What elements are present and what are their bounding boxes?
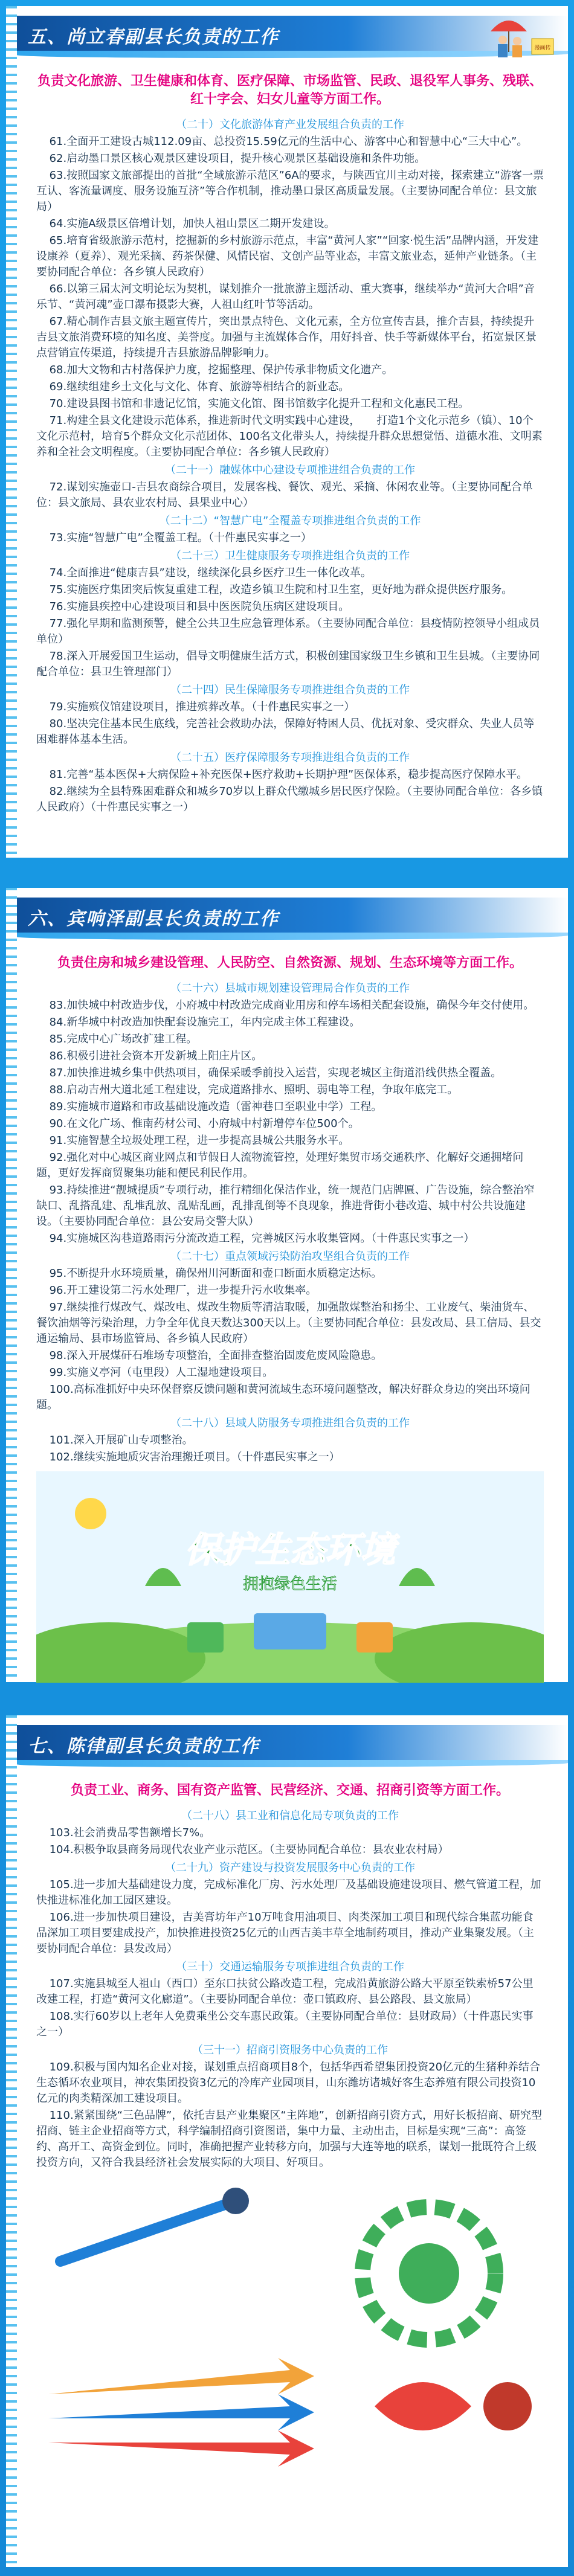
task-item: 71.构建全县文化建设示范体系，推进新时代文明实践中心建设， 打造1个文化示范乡（镇）、10个文化示范村，培育5个群众文化示范团体、100名文化带头人，持续提升群众思想觉悟、道德水准、文明素养和全社会文明程度。（主要协同配合单位：各乡镇人民政府） bbox=[36, 414, 543, 458]
recycling-bin-icon bbox=[254, 1613, 326, 1649]
task-item: 109.积极与国内知名企业对接，谋划重点招商项目8个，包括华西希望集团投资20亿元的生猪种养结合生态循环农业项目，神农集团投资3亿元的冷库产业园项目，山东潍坊诸城好客生态养殖有限公司投资10亿元的肉类精深加工建设项目。 bbox=[36, 2061, 541, 2105]
task-item: 106.进一步加快项目建设，吉美膏坊年产10万吨食用油项目、肉类深加工项目和现代综合集蓝功能食品深加工项目要建成投产，加快推进投资25亿元的山西吉美丰草全地制药项目，推动产业集聚发展。（主要协同配合单位：县发改局） bbox=[36, 1911, 534, 1955]
task-item: 77.强化早期和监测预警，健全公共卫生应急管理体系。（主要协同配合单位：县疫情防控领导小组成员单位） bbox=[36, 617, 540, 646]
subsection-title: （二十九）资产建设与投资发展服务中心负责的工作 bbox=[165, 1861, 415, 1874]
eco-banner bbox=[36, 1471, 544, 1683]
task-item: 93.持续推进“靓城提质”专项行动，推行精细化保洁作业，统一规范门店牌匾、广告设施，综合整治窄缺口、乱搭乱建、乱堆乱放、乱贴乱画，乱排乱倒等不良现象，推进背街小巷改造、城中村公共设施建设。（主要协同配合单位：县公安局交警大队） bbox=[36, 1184, 535, 1228]
section-header bbox=[17, 898, 568, 935]
subsection-title: （二十二）“智慧广电”全覆盖专项推进组合负责的工作 bbox=[159, 515, 421, 527]
subsection-title: （二十四）民生保障服务专项推进组合负责的工作 bbox=[170, 684, 410, 696]
task-item: 72.谋划实施壶口-吉县农商综合项目，发展客栈、餐饮、观光、采摘、休闲农业等。（主要协同配合单位：县文旅局、县农业农村局、县果业中心） bbox=[36, 481, 533, 509]
subsection-title: （二十）文化旅游体育产业发展组合负责的工作 bbox=[176, 118, 404, 131]
task-item: 67.精心制作吉县文旅主题宣传片，突出景点特色、文化元素，全方位宣传吉县，推介吉县，持续提升吉县文旅消费环境的知名度、美誉度。加强与主流媒体合作，用好抖音、快手等新媒体平台，拓宽景区景点营销宣传渠道，持续提升吉县旅游品牌影响力。 bbox=[36, 315, 537, 359]
eco-illustration bbox=[36, 1471, 544, 1683]
section-title: 七、陈律副县长负责的工作 bbox=[28, 1736, 260, 1757]
subsection-title: （二十六）县城市规划建设管理局合作负责的工作 bbox=[170, 982, 410, 995]
task-item: 97.继续推行煤改气、煤改电、煤改生物质等清洁取暖，加强散煤整治和扬尘、工业废气、柴油货车、餐饮油烟等污染治理，力争全年优良天数达300天以上。（主要协同配合单位：县发改局、县工信局、县交通运输局、县市场监管局、各乡镇人民政府） bbox=[36, 1301, 541, 1345]
task-item: 64.实施A级景区倍增计划，加快人祖山景区二期开发建设。 bbox=[49, 217, 335, 230]
task-item: 82.继续为全县特殊困难群众和城乡70岁以上群众代缴城乡居民医疗保险。（主要协同配合单位：各乡镇人民政府）（十件惠民实事之一） bbox=[36, 785, 543, 814]
section-6 bbox=[6, 888, 568, 1682]
subsection-title: （二十七）重点领域污染防治攻坚组合负责的工作 bbox=[170, 1250, 410, 1263]
business-banner bbox=[36, 2177, 544, 2479]
section-header bbox=[17, 1725, 568, 1762]
task-item: 102.继续实施地质灾害治理搬迁项目。（十件惠民实事之一） bbox=[49, 1451, 340, 1463]
gear-center-icon bbox=[399, 2243, 459, 2304]
task-item: 92.强化对中心城区商业网点和节假日人流物流管控，处理好集贸市场交通秩序、化解好交通拥堵问题，更好发挥商贸聚集功能和便民利民作用。 bbox=[36, 1151, 524, 1180]
subsection-title: （三十一）招商引资服务中心负责的工作 bbox=[192, 2044, 388, 2057]
task-item: 90.在文化广场、惟南药材公司、小府城中村新增停车位500个。 bbox=[49, 1117, 360, 1130]
subsection-title: （二十八）县工业和信息化局专项负责的工作 bbox=[181, 1810, 399, 1822]
task-item: 65.培育省级旅游示范村，挖掘新的乡村旅游示范点，丰富“黄河人家”“回家·悦生活”品牌内涵，开发建设康养（夏养）、观光采摘、药茶保健、风情民宿、文创产品等业态，丰富文旅业态，延伸产业链条。（主要协同配合单位：各乡镇人民政府） bbox=[36, 234, 539, 278]
section-title: 六、宾响泽副县长负责的工作 bbox=[28, 908, 279, 930]
task-item: 101.深入开展矿山专项整治。 bbox=[49, 1434, 193, 1447]
duty-statement: 负责住房和城乡建设管理、人民防空、自然资源、规划、生态环境等方面工作。 bbox=[57, 956, 523, 971]
task-item: 63.按照国家文旅部提出的首批“全域旅游示范区”6A的要求，与陕西宜川主动对接，探索建立“游客一票互认、客流量调度、服务设施互济”等合作机制，推动墨口景区高质量发展。（主要协同配合单位：县文旅局） bbox=[36, 169, 544, 213]
task-item: 99.实施义亭河（屯里段）人工湿地建设项目。 bbox=[49, 1366, 274, 1379]
section-7 bbox=[6, 1715, 568, 2567]
task-item: 78.深入开展爱国卫生运动，倡导文明健康生活方式，积极创建国家级卫生乡镇和卫生县城。（主要协同配合单位：县卫生管理部门） bbox=[36, 650, 540, 678]
badge-text: 漫画传 bbox=[534, 45, 551, 51]
task-item: 105.进一步加大基础建设力度，完成标准化厂房、污水处理厂及基础设施建设项目、燃气管道工程，加快推进标准化加工园区建设。 bbox=[36, 1878, 541, 1907]
section-body bbox=[36, 1808, 544, 2171]
task-item: 86.积极引进社会资本开发新城上阳庄片区。 bbox=[49, 1050, 263, 1062]
task-item: 70.建设县图书馆和非遗记忆馆，实施文化馆、图书馆数字化提升工程和文化惠民工程。 bbox=[49, 397, 469, 410]
task-item: 100.高标准抓好中央环保督察反馈问题和黄河流域生态环境问题整改，解决好群众身边的突出环境问题。 bbox=[36, 1383, 530, 1412]
task-item: 75.实施医疗集团突后恢复重建工程，改造乡镇卫生院和村卫生室，更好地为群众提供医疗服务。 bbox=[49, 583, 513, 596]
task-item: 103.社会消费品零售额增长7%。 bbox=[49, 1826, 211, 1839]
task-item: 85.完成中心广场改扩建工程。 bbox=[49, 1033, 198, 1045]
people-umbrella-icon bbox=[485, 10, 557, 64]
subsection-title: （二十三）卫生健康服务专项推进组合负责的工作 bbox=[170, 550, 410, 562]
section-body bbox=[36, 981, 544, 1465]
subsection-title: （二十五）医疗保障服务专项推进组合负责的工作 bbox=[170, 751, 410, 764]
banner-main-text: 保护生态环境 bbox=[184, 1529, 396, 1570]
task-item: 74.全面推进“健康吉县”建设，继续深化县乡医疗卫生一体化改革。 bbox=[49, 567, 372, 579]
section-title: 五、尚立春副县长负责的工作 bbox=[28, 27, 279, 48]
header-wave bbox=[17, 933, 568, 940]
trash-bin-icon bbox=[356, 1622, 393, 1653]
task-item: 91.实施智慧全垃圾处理工程，进一步提高县城公共服务水平。 bbox=[49, 1134, 350, 1147]
task-item: 79.实施殡仪馆建设项目，推进殡葬改革。（十件惠民实事之一） bbox=[49, 701, 355, 713]
task-item: 110.紧紧围绕“三色品牌”，依托吉县产业集聚区“主阵地”，创新招商引资方式，用好长板招商、研究型招商、链主企业招商等方式，科学编制招商引资图谱，集中力量、主动出击，目标是实现“三高”：高签约、高开工、高资金到位。同时，准确把握产业转移方向，加强与大连等地的联系，谋划一批既符合上级投资方向，又符合我县经济社会发展实际的大项目、好项目。 bbox=[36, 2109, 542, 2169]
header-wave bbox=[17, 1760, 568, 1767]
task-item: 96.开工建设第二污水处理厂，进一步提升污水收集率。 bbox=[49, 1284, 317, 1297]
rocket-rider-icon bbox=[222, 2188, 249, 2214]
task-item: 80.坚决完住基本民生底线，完善社会救助办法，保障好特困人员、优抚对象、受灾群众、失业人员等困难群体基本生活。 bbox=[36, 718, 535, 746]
task-item: 83.加快城中村改造步伐，小府城中村改造完成商业用房和停车场相关配套设施，确保今年交付使用。 bbox=[49, 999, 535, 1012]
task-item: 95.不断提升水环境质量，确保州川河断面和壶口断面水质稳定达标。 bbox=[49, 1267, 382, 1280]
business-illustration bbox=[36, 2177, 544, 2479]
task-item: 89.实施城市道路和市政基础设施改造（雷神巷口至职业中学）工程。 bbox=[49, 1100, 382, 1113]
trash-bin-icon bbox=[187, 1622, 224, 1653]
banner-sub-text: 拥抱绿色生活 bbox=[242, 1575, 338, 1593]
person-icon bbox=[483, 2382, 532, 2430]
task-item: 68.加大文物和古村落保护力度，挖掘整理、保护传承非物质文化遗产。 bbox=[49, 364, 393, 376]
subsection-title: （三十）交通运输服务专项推进组合负责的工作 bbox=[176, 1961, 404, 1973]
task-item: 104.积极争取县商务局现代农业产业示范区。（主要协同配合单位：县农业农村局） bbox=[49, 1843, 449, 1856]
task-item: 88.启动吉州大道北延工程建设，完成道路排水、照明、弱电等工程，争取年底完工。 bbox=[49, 1084, 459, 1096]
task-item: 61.全面开工建设古城112.09亩、总投资15.59亿元的生活中心、游客中心和智慧中心“三大中心”。 bbox=[49, 135, 528, 148]
section-body bbox=[36, 117, 544, 815]
task-item: 107.实施县城至人祖山（西口）至东口扶贫公路改造工程，完成沿黄旅游公路大平原至铁索桥57公里改建工程，打造“黄河文化廊道”。（主要协同配合单位：壶口镇政府、县公路段、县文旅局） bbox=[36, 1977, 534, 2006]
task-item: 69.继续组建乡土文化与文化、体育、旅游等相结合的新业态。 bbox=[49, 381, 350, 393]
task-item: 76.实施县疾控中心建设项目和县中医医院负压病区建设项目。 bbox=[49, 600, 350, 613]
duty-statement: 负责工业、商务、国有资产监管、民营经济、交通、招商引资等方面工作。 bbox=[70, 1783, 509, 1798]
task-item: 98.深入开展煤矸石堆场专项整治，全面排查整治固废危废风险隐患。 bbox=[49, 1349, 382, 1362]
task-item: 62.启动墨口景区核心观景区建设项目，提升核心观景区基础设施和条件功能。 bbox=[49, 152, 426, 165]
task-item: 108.实行60岁以上老年人免费乘坐公交车惠民政策。（主要协同配合单位：县财政局）（十件惠民实事之一） bbox=[36, 2010, 534, 2038]
sun-icon bbox=[75, 1498, 106, 1529]
subsection-title: （二十八）县域人防服务专项推进组合负责的工作 bbox=[170, 1417, 410, 1430]
task-item: 94.实施城区沟巷道路雨污分流改造工程，完善城区污水收集管网。（十件惠民实事之一） bbox=[49, 1232, 475, 1245]
task-item: 66.以第三届太河文明论坛为契机，谋划推介一批旅游主题活动、重大赛事，继续举办“黄河大合唱”音乐节、“黄河魂”壶口瀑布摄影大赛，人祖山红叶节等活动。 bbox=[36, 283, 535, 311]
duty-statement: 负责文化旅游、卫生健康和体育、医疗保障、市场监管、民政、退役军人事务、残联、红十字会、妇女儿童等方面工作。 bbox=[37, 74, 543, 107]
task-item: 87.加快推进城乡集中供热项目，确保采暖季前投入运营，实现老城区主街道沿线供热全覆盖。 bbox=[49, 1067, 502, 1079]
task-item: 81.完善“基本医保+大病保险+补充医保+医疗救助+长期护理”医保体系，稳步提高医疗保障水平。 bbox=[49, 768, 528, 781]
task-item: 84.新华城中村改造加快配套设施完工，年内完成主体工程建设。 bbox=[49, 1016, 361, 1029]
section-5 bbox=[6, 6, 568, 858]
task-item: 73.实施“智慧广电”全覆盖工程。（十件惠民实事之一） bbox=[49, 532, 312, 544]
subsection-title: （二十一）融媒体中心建设专项推进组合负责的工作 bbox=[165, 464, 415, 477]
